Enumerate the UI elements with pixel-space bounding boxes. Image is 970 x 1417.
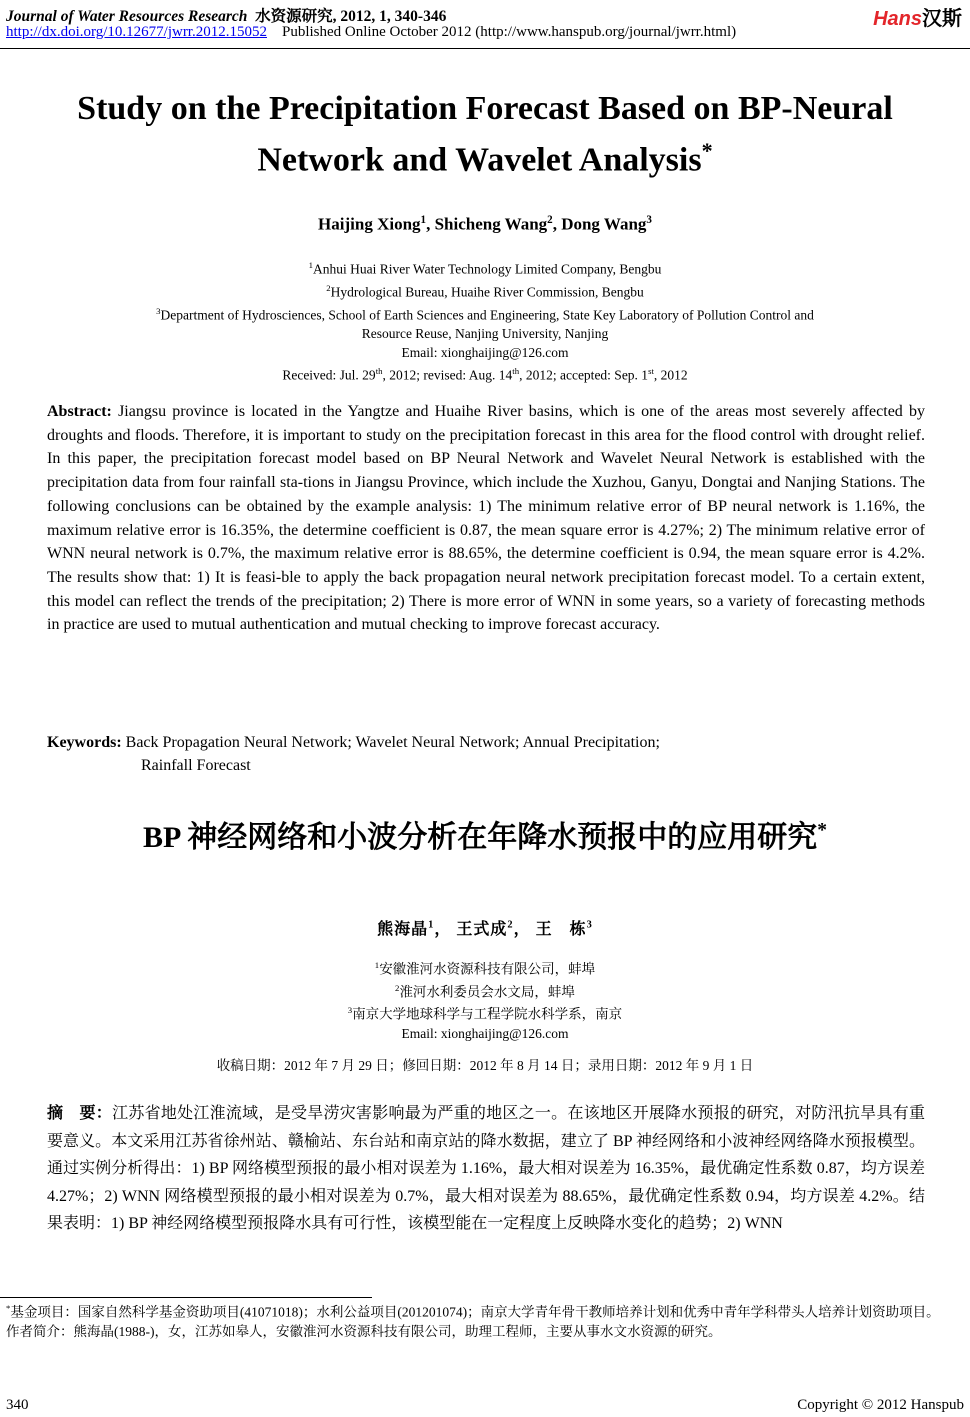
author: Haijing Xiong [318, 214, 421, 234]
affiliation: Hydrological Bureau, Huaihe River Commission, Bengbu [330, 284, 644, 300]
sup: th [512, 366, 520, 376]
title-line1: Study on the Precipitation Forecast Based on BP-Neural [77, 90, 893, 127]
title-cn [0, 812, 970, 856]
header-rule [0, 48, 970, 49]
email: Email: xionghaijing@126.com [401, 1025, 569, 1041]
footnote-mark: * [6, 1303, 11, 1313]
abstract-text: 江苏省地处江淮流域，是受旱涝灾害影响最为严重的地区之一。在该地区开展降水预报的研究，对防汛抗旱具有重要意义。本文采用江苏省徐州站、赣榆站、东台站和南京站的降水数据，建立了 BP 神经网络和小波神经网络降水预报模型。通过实例分析得出：1) BP 网络模型预报的最小相对误差为 1.16%，最大相对误差为 16.35%，最优确定性系数 0.87，均方误差 4.27%；2) WNN 网络模型预报的最小相对误差为 0.7%，最大相对误差为 88.65%，最优确定性系数 0.94，均方误差 4.2%。结果表明：1) BP 神经网络模型预报降水具有可行性，该模型能在一定程度上反映降水变化的趋势；2) WNN [47, 1105, 925, 1233]
authors-en: Haijing Xiong$^1$, Shicheng Wang$^2$, Dong Wang$^3$ [318, 214, 652, 234]
aff-sup: 1 [374, 960, 380, 970]
title-line2: Network and Wavelet Analysis [257, 141, 702, 179]
page-number: 340 [6, 1397, 29, 1413]
received: Received: Jul. 29 [282, 367, 376, 383]
logo-en: Hans [873, 8, 922, 30]
affiliation: Department of Hydrosciences, School of Earth Sciences and Engineering, State Key Laboratory of Pollution Control and [160, 307, 814, 323]
affiliation: Anhui Huai River Water Technology Limited Company, Bengbu [313, 261, 662, 277]
affiliations-en [0, 256, 970, 362]
hans-logo [873, 2, 962, 31]
affiliation: 淮河水利委员会水文局，蚌埠 [399, 984, 575, 999]
keywords-line1: Back Propagation Neural Network; Wavelet Neural Network; Annual Precipitation; [121, 734, 660, 751]
abstract-label: 摘 要： [47, 1105, 113, 1122]
author-sup: 1 [420, 214, 427, 226]
affiliation: 安徽淮河水资源科技有限公司，蚌埠 [379, 961, 596, 977]
author: 熊海晶 [377, 921, 429, 938]
accepted: , 2012; accepted: Sep. 1 [519, 367, 649, 383]
author-sup: 3 [646, 214, 652, 226]
author: Dong Wang [561, 214, 647, 234]
keywords-line2: Rainfall Forecast [141, 757, 251, 774]
logo-cn: 汉斯 [922, 8, 962, 30]
title-cn-text: BP 神经网络和小波分析在年降水预报中的应用研究 [143, 821, 818, 854]
journal-issue: 水资源研究, 2012, 1, 340-346 [255, 8, 447, 25]
abstract-label: Abstract: [47, 403, 112, 420]
author-sup: 1 [428, 919, 435, 931]
copyright: Copyright © 2012 Hanspub [797, 1397, 964, 1413]
author: Shicheng Wang [434, 214, 548, 234]
affiliation: 南京大学地球科学与工程学院水科学系，南京 [352, 1006, 623, 1022]
title-mark: * [817, 820, 827, 841]
author-sup: 2 [507, 919, 514, 931]
footnotes [6, 1299, 966, 1342]
affiliations-cn [0, 956, 970, 1043]
title-mark: * [701, 138, 713, 163]
aff-sup: 2 [326, 283, 331, 293]
abstract-text: Jiangsu province is located in the Yangtze and Huaihe River basins, which is one of the areas most severely affected by droughts and floods. Therefore, it is important to study on the precipitation forecast in this area for the flood control with drought relief. In this paper, the precipitation forecast model based on BP Neural Network and Wavelet Neural Network is established with the precipitation data from four rainfall sta-tions in Jiangsu Province, which include the Xuzhou, Ganyu, Dongtai and Nanjing Stations. The following conclusions can be obtained by the example analysis: 1) The minimum relative error of BP neural network is 1.16%, the maximum relative error is 16.35%, the determine coefficient is 0.87, the mean square error is 4.27%; 2) The minimum relative error of WNN neural network is 0.7%, the maximum relative error is 88.65%, the determine coefficient is 0.94, the mean square error is 4.2%. The results show that: 1) It is feasi-ble to apply the back propagation neural network precipitation forecast model. To a certain extent, this model can reflect the trends of the precipitation; 2) There is more error of WNN in some years, so a variety of forecasting methods in practice are used to mutual authentication and mutual checking to improve forecast accuracy. [47, 403, 925, 634]
doi-link[interactable]: http://dx.doi.org/10.12677/jwrr.2012.15052 [6, 24, 267, 40]
email: Email: xionghaijing@126.com [401, 344, 569, 360]
aff-sup: 3 [347, 1005, 353, 1015]
author: 王 栋 [535, 921, 587, 938]
received-en [0, 366, 970, 384]
sup: st [648, 366, 654, 376]
author: 王式成 [456, 921, 508, 938]
journal-name: Journal of Water Resources Research [6, 8, 248, 25]
doi-line [6, 24, 736, 41]
fund-note: 基金项目：国家自然科学基金资助项目(41071018)；水利公益项目(201201074)；南京大学青年骨干教师培养计划和优秀中青年学科带头人培养计划资助项目。 [10, 1304, 940, 1320]
abstract-cn [47, 1100, 925, 1238]
sup: th [375, 366, 383, 376]
author-note: 作者简介：熊海晶(1988-)，女，江苏如皋人，安徽淮河水资源科技有限公司，助理工程师，主要从事水文水资源的研究。 [6, 1324, 722, 1339]
title-en [0, 88, 970, 181]
affiliation-cont: Resource Reuse, Nanjing University, Nanjing [361, 326, 609, 341]
aff-sup: 3 [156, 306, 161, 316]
authors-cn: 熊海晶$^1$， 王式成$^2$， 王 栋$^3$ [377, 919, 593, 938]
published-note: Published Online October 2012 (http://www.hanspub.org/journal/jwrr.html) [281, 24, 737, 40]
year: , 2012 [653, 367, 688, 383]
footnote-rule [0, 1297, 372, 1298]
keywords-en [47, 731, 925, 777]
author-sup: 2 [547, 214, 553, 226]
revised: , 2012; revised: Aug. 14 [382, 367, 513, 383]
journal-header [6, 4, 446, 26]
received-cn: 收稿日期：2012 年 7 月 29 日；修回日期：2012 年 8 月 14 日；录用日期：2012 年 9 月 1 日 [216, 1058, 754, 1073]
author-sup: 3 [586, 919, 593, 931]
abstract-en [47, 400, 925, 637]
aff-sup: 1 [308, 260, 314, 270]
keywords-label: Keywords: [47, 734, 122, 751]
aff-sup: 2 [395, 982, 400, 993]
